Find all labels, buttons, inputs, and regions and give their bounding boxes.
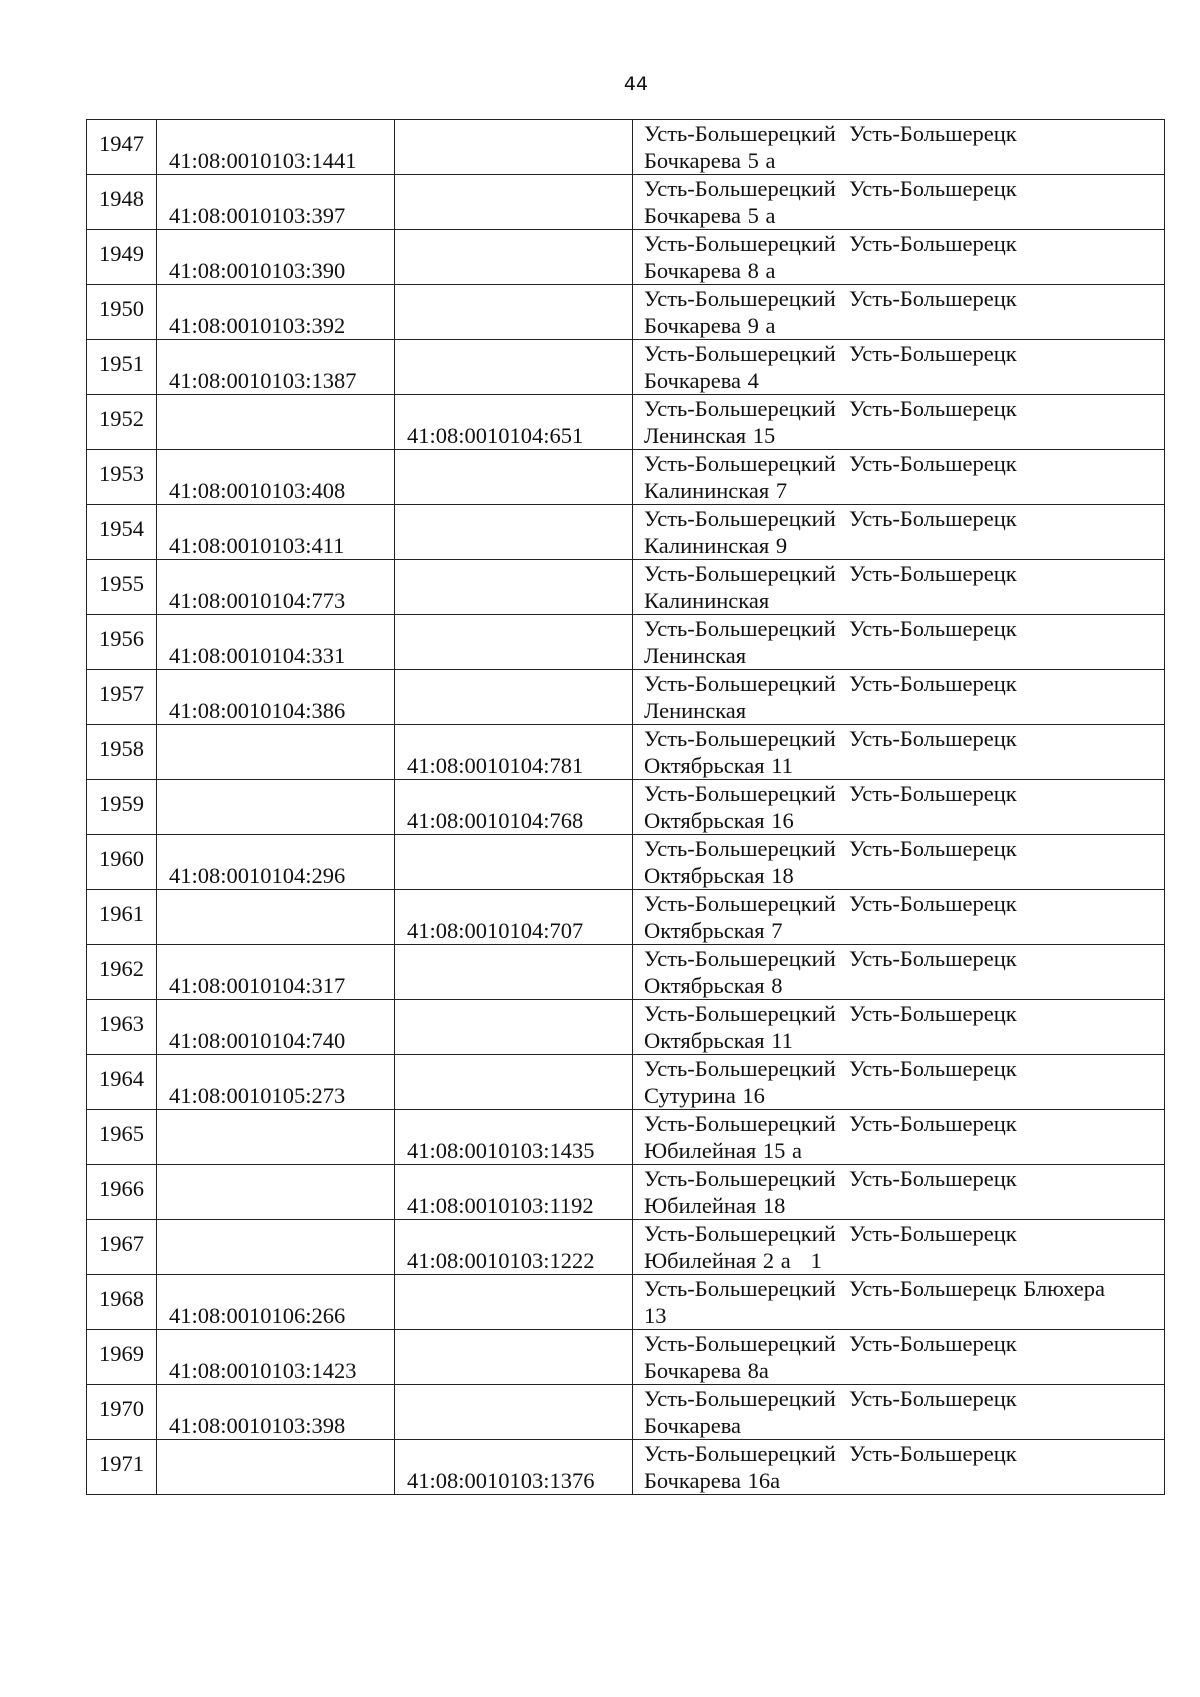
- cadastral-number-cell: 41:08:0010103:411: [157, 505, 395, 560]
- table-row: [87, 670, 1165, 725]
- cadastral-number-cell: 41:08:0010103:1423: [157, 1330, 395, 1385]
- address-line-street: Бочкарева: [644, 1413, 742, 1438]
- linked-cadastral-number-cell: [395, 835, 633, 890]
- row-number-cell: 1968: [87, 1275, 157, 1330]
- address-cell: [633, 780, 1165, 835]
- table-row: [87, 1275, 1165, 1330]
- table-row: [87, 340, 1165, 395]
- address-line-district: Усть-Большерецкий Усть-Большерецк: [644, 1221, 1017, 1246]
- address-line-district: Усть-Большерецкий Усть-Большерецк: [644, 561, 1017, 586]
- table-row: [87, 505, 1165, 560]
- address-line-street: Калининская: [644, 588, 770, 613]
- address-line-district: Усть-Большерецкий Усть-Большерецк: [644, 176, 1017, 201]
- linked-cadastral-number-cell: 41:08:0010103:1192: [395, 1165, 633, 1220]
- address-line-street: Октябрьская 8: [644, 973, 783, 998]
- cadastral-number-cell: [157, 1110, 395, 1165]
- address-line-district: Усть-Большерецкий Усть-Большерецк: [644, 836, 1017, 861]
- row-number-cell: 1962: [87, 945, 157, 1000]
- address-line-street: Октябрьская 18: [644, 863, 794, 888]
- table-row: [87, 560, 1165, 615]
- address-cell: [633, 615, 1165, 670]
- address-line-district: Усть-Большерецкий Усть-Большерецк: [644, 726, 1017, 751]
- cadastral-number-cell: 41:08:0010104:331: [157, 615, 395, 670]
- address-line-district: Усть-Большерецкий Усть-Большерецк: [644, 506, 1017, 531]
- table-row: [87, 945, 1165, 1000]
- row-number-cell: 1960: [87, 835, 157, 890]
- address-line-street: Бочкарева 16а: [644, 1468, 781, 1493]
- linked-cadastral-number-cell: [395, 285, 633, 340]
- address-cell: [633, 1275, 1165, 1330]
- address-line-district: Усть-Большерецкий Усть-Большерецк: [644, 1386, 1017, 1411]
- address-line-district: Усть-Большерецкий Усть-Большерецк: [644, 286, 1017, 311]
- address-cell: [633, 1055, 1165, 1110]
- linked-cadastral-number-cell: [395, 340, 633, 395]
- cadastral-number-cell: 41:08:0010103:408: [157, 450, 395, 505]
- address-line-street: Ленинская 15: [644, 423, 776, 448]
- address-cell: [633, 1220, 1165, 1275]
- cadastral-number-cell: [157, 1220, 395, 1275]
- address-line-street: 13: [644, 1303, 667, 1328]
- registry-table: [86, 119, 1165, 1495]
- address-cell: [633, 560, 1165, 615]
- address-line-street: Бочкарева 5 а: [644, 148, 776, 173]
- address-line-district: Усть-Большерецкий Усть-Большерецк: [644, 231, 1017, 256]
- address-cell: [633, 230, 1165, 285]
- address-line-district: Усть-Большерецкий Усть-Большерецк: [644, 451, 1017, 476]
- address-line-district: Усть-Большерецкий Усть-Большерецк: [644, 1056, 1017, 1081]
- address-line-district: Усть-Большерецкий Усть-Большерецк: [644, 1111, 1017, 1136]
- row-number-cell: 1967: [87, 1220, 157, 1275]
- row-number-cell: 1971: [87, 1440, 157, 1495]
- address-line-district: Усть-Большерецкий Усть-Большерецк: [644, 1166, 1017, 1191]
- row-number-cell: 1951: [87, 340, 157, 395]
- address-line-street: Ленинская: [644, 643, 747, 668]
- cadastral-number-cell: 41:08:0010106:266: [157, 1275, 395, 1330]
- table-row: [87, 230, 1165, 285]
- address-line-district: Усть-Большерецкий Усть-Большерецк: [644, 671, 1017, 696]
- address-cell: [633, 395, 1165, 450]
- cadastral-number-cell: [157, 890, 395, 945]
- address-line-street: Калининская 9: [644, 533, 788, 558]
- address-line-district: Усть-Большерецкий Усть-Большерецк: [644, 891, 1017, 916]
- table-row: [87, 1440, 1165, 1495]
- address-cell: [633, 175, 1165, 230]
- table-row: [87, 1055, 1165, 1110]
- address-line-street: Юбилейная 2 а 1: [644, 1248, 822, 1273]
- linked-cadastral-number-cell: 41:08:0010103:1222: [395, 1220, 633, 1275]
- address-line-district: Усть-Большерецкий Усть-Большерецк: [644, 1441, 1017, 1466]
- address-line-district: Усть-Большерецкий Усть-Большерецк: [644, 781, 1017, 806]
- address-cell: [633, 1110, 1165, 1165]
- row-number-cell: 1954: [87, 505, 157, 560]
- address-cell: [633, 1000, 1165, 1055]
- row-number-cell: 1959: [87, 780, 157, 835]
- cadastral-number-cell: [157, 1165, 395, 1220]
- address-line-street: Бочкарева 8 а: [644, 258, 776, 283]
- linked-cadastral-number-cell: [395, 1275, 633, 1330]
- linked-cadastral-number-cell: [395, 1385, 633, 1440]
- table-row: [87, 1110, 1165, 1165]
- row-number-cell: 1961: [87, 890, 157, 945]
- address-line-district: Усть-Большерецкий Усть-Большерецк: [644, 121, 1017, 146]
- row-number-cell: 1955: [87, 560, 157, 615]
- address-line-district: Усть-Большерецкий Усть-Большерецк: [644, 946, 1017, 971]
- cadastral-number-cell: 41:08:0010104:386: [157, 670, 395, 725]
- address-line-street: Юбилейная 18: [644, 1193, 786, 1218]
- linked-cadastral-number-cell: [395, 450, 633, 505]
- linked-cadastral-number-cell: [395, 175, 633, 230]
- table-row: [87, 395, 1165, 450]
- address-cell: [633, 945, 1165, 1000]
- table-row: [87, 285, 1165, 340]
- cadastral-number-cell: [157, 725, 395, 780]
- address-line-street: Бочкарева 8а: [644, 1358, 769, 1383]
- linked-cadastral-number-cell: 41:08:0010104:781: [395, 725, 633, 780]
- row-number-cell: 1966: [87, 1165, 157, 1220]
- table-row: [87, 175, 1165, 230]
- row-number-cell: 1947: [87, 120, 157, 175]
- row-number-cell: 1950: [87, 285, 157, 340]
- row-number-cell: 1949: [87, 230, 157, 285]
- address-cell: [633, 670, 1165, 725]
- cadastral-number-cell: 41:08:0010104:296: [157, 835, 395, 890]
- row-number-cell: 1969: [87, 1330, 157, 1385]
- cadastral-number-cell: 41:08:0010103:1441: [157, 120, 395, 175]
- table-row: [87, 450, 1165, 505]
- address-line-street: Октябрьская 16: [644, 808, 794, 833]
- address-line-street: Юбилейная 15 а: [644, 1138, 802, 1163]
- table-row: [87, 1165, 1165, 1220]
- address-cell: [633, 340, 1165, 395]
- linked-cadastral-number-cell: 41:08:0010103:1376: [395, 1440, 633, 1495]
- table-row: [87, 1385, 1165, 1440]
- linked-cadastral-number-cell: [395, 615, 633, 670]
- row-number-cell: 1948: [87, 175, 157, 230]
- cadastral-number-cell: 41:08:0010103:1387: [157, 340, 395, 395]
- address-cell: [633, 505, 1165, 560]
- row-number-cell: 1958: [87, 725, 157, 780]
- address-line-district: Усть-Большерецкий Усть-Большерецк: [644, 341, 1017, 366]
- row-number-cell: 1964: [87, 1055, 157, 1110]
- table-row: [87, 890, 1165, 945]
- cadastral-number-cell: 41:08:0010104:317: [157, 945, 395, 1000]
- linked-cadastral-number-cell: [395, 1000, 633, 1055]
- linked-cadastral-number-cell: 41:08:0010104:707: [395, 890, 633, 945]
- linked-cadastral-number-cell: [395, 1330, 633, 1385]
- row-number-cell: 1956: [87, 615, 157, 670]
- row-number-cell: 1952: [87, 395, 157, 450]
- cadastral-number-cell: [157, 395, 395, 450]
- cadastral-number-cell: 41:08:0010103:398: [157, 1385, 395, 1440]
- address-line-street: Калининская 7: [644, 478, 788, 503]
- page-number: 44: [623, 73, 649, 95]
- table-row: [87, 1000, 1165, 1055]
- address-line-district: Усть-Большерецкий Усть-Большерецк: [644, 1001, 1017, 1026]
- address-line-street: Октябрьская 11: [644, 1028, 793, 1053]
- linked-cadastral-number-cell: [395, 560, 633, 615]
- address-cell: [633, 725, 1165, 780]
- address-cell: [633, 835, 1165, 890]
- table-row: [87, 725, 1165, 780]
- row-number-cell: 1953: [87, 450, 157, 505]
- cadastral-number-cell: [157, 780, 395, 835]
- address-line-street: Октябрьская 7: [644, 918, 783, 943]
- address-line-district: Усть-Большерецкий Усть-Большерецк: [644, 616, 1017, 641]
- address-line-district: Усть-Большерецкий Усть-Большерецк: [644, 396, 1017, 421]
- cadastral-number-cell: 41:08:0010105:273: [157, 1055, 395, 1110]
- address-cell: [633, 1440, 1165, 1495]
- linked-cadastral-number-cell: [395, 120, 633, 175]
- address-cell: [633, 1330, 1165, 1385]
- address-cell: [633, 1165, 1165, 1220]
- cadastral-number-cell: 41:08:0010104:740: [157, 1000, 395, 1055]
- address-line-street: Бочкарева 9 а: [644, 313, 776, 338]
- table-row: [87, 1220, 1165, 1275]
- cadastral-number-cell: 41:08:0010103:392: [157, 285, 395, 340]
- row-number-cell: 1963: [87, 1000, 157, 1055]
- table-row: [87, 780, 1165, 835]
- linked-cadastral-number-cell: [395, 945, 633, 1000]
- row-number-cell: 1970: [87, 1385, 157, 1440]
- address-cell: [633, 285, 1165, 340]
- linked-cadastral-number-cell: [395, 505, 633, 560]
- address-cell: [633, 450, 1165, 505]
- table-row: [87, 835, 1165, 890]
- table-row: [87, 1330, 1165, 1385]
- address-line-district: Усть-Большерецкий Усть-Большерецк: [644, 1331, 1017, 1356]
- address-line-street: Бочкарева 4: [644, 368, 759, 393]
- registry-table-body: [87, 120, 1165, 1495]
- address-line-district: Усть-Большерецкий Усть-Большерецк Блюхера: [644, 1276, 1106, 1301]
- address-cell: [633, 120, 1165, 175]
- cadastral-number-cell: 41:08:0010103:397: [157, 175, 395, 230]
- linked-cadastral-number-cell: [395, 670, 633, 725]
- table-row: [87, 615, 1165, 670]
- cadastral-number-cell: 41:08:0010104:773: [157, 560, 395, 615]
- linked-cadastral-number-cell: [395, 1055, 633, 1110]
- cadastral-number-cell: 41:08:0010103:390: [157, 230, 395, 285]
- address-line-street: Октябрьская 11: [644, 753, 793, 778]
- linked-cadastral-number-cell: [395, 230, 633, 285]
- address-cell: [633, 890, 1165, 945]
- linked-cadastral-number-cell: 41:08:0010104:768: [395, 780, 633, 835]
- address-cell: [633, 1385, 1165, 1440]
- row-number-cell: 1957: [87, 670, 157, 725]
- address-line-street: Бочкарева 5 а: [644, 203, 776, 228]
- row-number-cell: 1965: [87, 1110, 157, 1165]
- cadastral-number-cell: [157, 1440, 395, 1495]
- address-line-street: Ленинская: [644, 698, 747, 723]
- table-row: [87, 120, 1165, 175]
- linked-cadastral-number-cell: 41:08:0010103:1435: [395, 1110, 633, 1165]
- linked-cadastral-number-cell: 41:08:0010104:651: [395, 395, 633, 450]
- address-line-street: Сутурина 16: [644, 1083, 765, 1108]
